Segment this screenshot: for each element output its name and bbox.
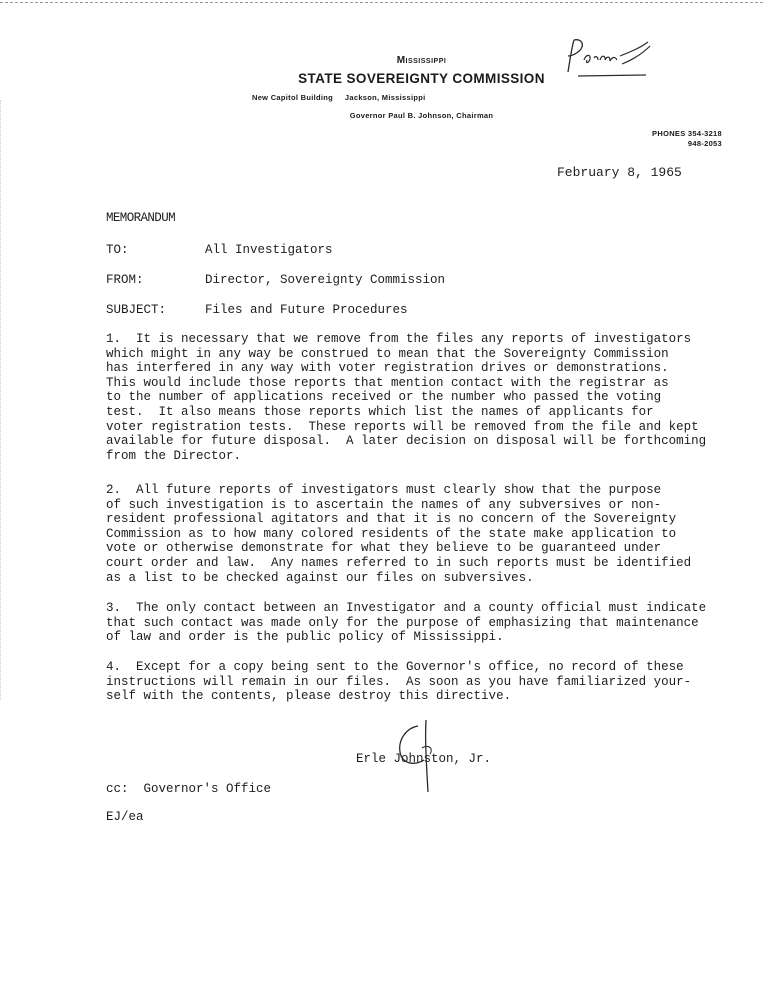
paragraph-line: of law and order is the public policy of Mississippi. [106,630,504,645]
paragraph-line: Commission as to how many colored residents of the state make application to [106,526,677,541]
phones-line-1: PHONES 354-3218 [652,129,722,138]
signature-name: Erle Johnston, Jr. [356,752,492,766]
paragraph-line: vote or otherwise demonstrate for what they believe to be guaranteed under [106,541,662,556]
cc-line: cc: Governor's Office [106,782,272,796]
letterhead-governor: Governor Paul B. Johnson, Chairman [349,111,494,120]
paragraph-line: test. It also means those reports which list the names of applicants for [106,404,654,419]
from-value: Director, Sovereignty Commission [205,273,446,287]
scan-margin-marks [0,100,4,700]
memo-date: February 8, 1965 [557,165,682,180]
paragraph-4 [106,660,726,704]
to-value: All Investigators [205,243,333,257]
memo-title: MEMORANDUM [106,211,176,225]
paragraph-line: voter registration tests. These reports will be removed from the file and kept [106,419,699,434]
paragraph-line: from the Director. [106,448,242,463]
paragraph-2 [106,483,726,585]
paragraph-line: has interfered in any way with voter registration drives or demonstrations. [106,361,669,376]
paragraph-line: of such investigation is to ascertain the names of any subversives or non- [106,497,662,512]
paragraph-1 [106,332,726,463]
paragraph-line: instructions will remain in our files. As soon as you have familiarized your- [106,674,692,689]
subject-value: Files and Future Procedures [205,303,408,317]
signature-initials-mark [392,718,452,798]
paragraph-line: resident professional agitators and that it is no concern of the Sovereignty [106,512,677,527]
subject-label: SUBJECT: [106,303,167,317]
paragraph-line: available for future disposal. A later decision on disposal will be forthcoming [106,434,707,449]
letterhead-state: Mississippi [396,55,447,66]
letterhead-phones [652,129,722,149]
from-label: FROM: [106,273,144,287]
paragraph-line: This would include those reports that mention contact with the registrar as [106,375,669,390]
letterhead-address: New Capitol Building Jackson, Mississippi [252,93,426,102]
scan-edge-line [0,2,763,3]
letterhead-commission: STATE SOVEREIGNTY COMMISSION [298,71,545,86]
paragraph-line: court order and law. Any names referred to in such reports must be identified [106,555,692,570]
paragraph-line: 1. It is necessary that we remove from the files any reports of investigators [106,332,692,346]
handwritten-note [560,34,660,84]
paragraph-line: 3. The only contact between an Investigator and a county official must indicate [106,601,707,615]
phones-line-2: 948-2053 [687,139,722,148]
paragraph-line: as a list to be checked against our files on subversives. [106,570,534,585]
paragraph-line: to the number of applications received or the number who passed the voting [106,390,662,405]
typist-initials: EJ/ea [106,810,144,824]
paragraph-line: 2. All future reports of investigators must clearly show that the purpose [106,483,662,497]
paragraph-3 [106,601,726,645]
paragraph-line: self with the contents, please destroy this directive. [106,689,512,704]
paragraph-line: 4. Except for a copy being sent to the Governor's office, no record of these [106,660,684,674]
paragraph-line: which might in any way be construed to mean that the Sovereignty Commission [106,346,669,361]
to-label: TO: [106,243,129,257]
paragraph-line: that such contact was made only for the purpose of emphasizing that maintenance [106,615,699,630]
